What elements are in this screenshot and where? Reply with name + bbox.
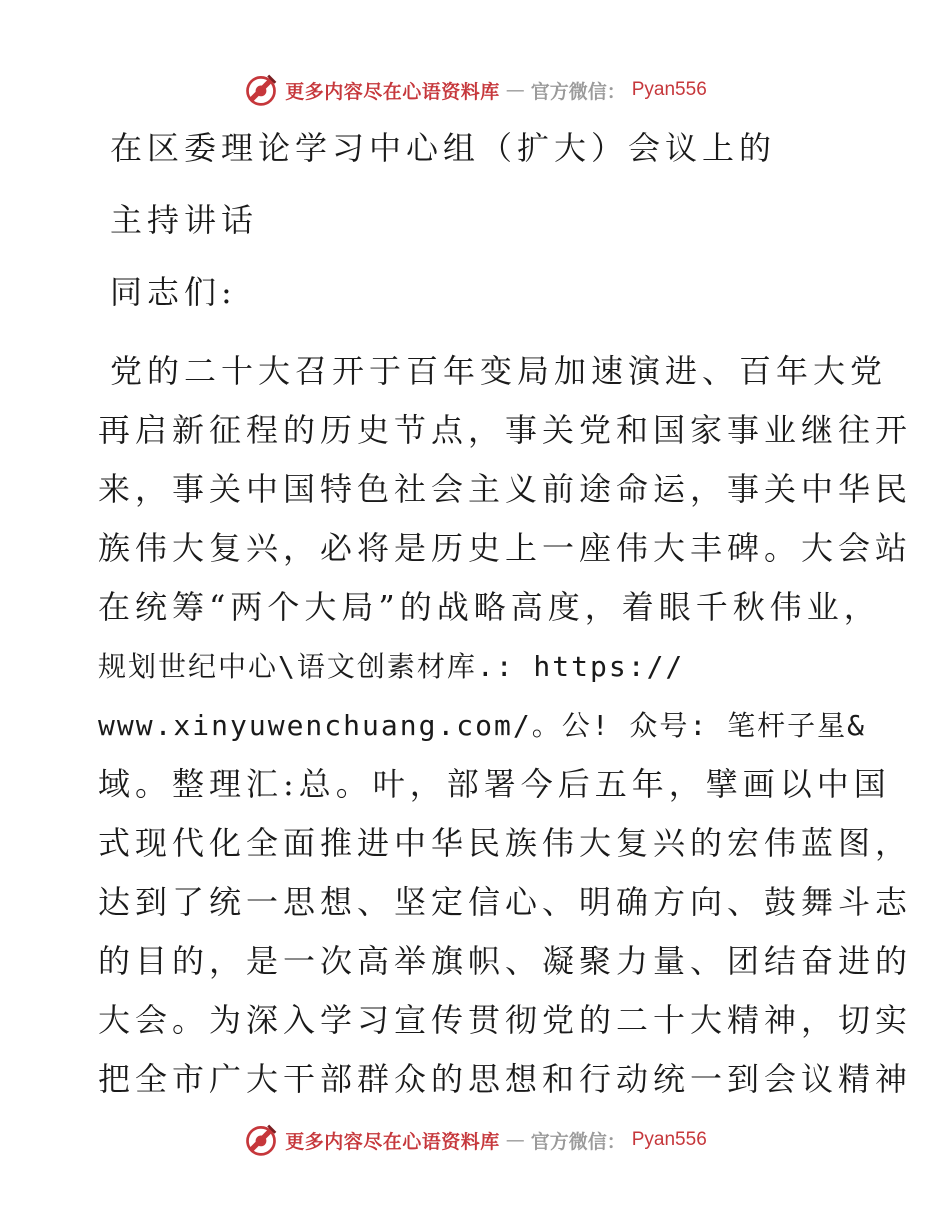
document-title-line-2: 主持讲话 (110, 201, 259, 239)
paragraph-line: 族伟大复兴，必将是历史上一座伟大丰碑。大会站 (98, 529, 913, 567)
banner-separator: — (505, 79, 525, 101)
footer-banner (0, 1118, 950, 1162)
paragraph-line: 的目的，是一次高举旗帜、凝聚力量、团结奋进的 (98, 942, 913, 980)
banner-main-text: 更多内容尽在心语资料库 (285, 80, 500, 103)
paragraph-line: 达到了统一思想、坚定信心、明确方向、鼓舞斗志 (98, 883, 913, 921)
paragraph-line: 域。整理汇:总。叶，部署今后五年，擘画以中国 (98, 765, 891, 803)
body-paragraph (98, 342, 913, 1109)
header-banner (0, 68, 950, 112)
banner-main-text: 更多内容尽在心语资料库 (285, 1130, 500, 1153)
paragraph-line: 式现代化全面推进中华民族伟大复兴的宏伟蓝图， (98, 824, 913, 862)
paragraph-line: 在统筹“两个大局”的战略高度，着眼千秋伟业， (98, 588, 881, 626)
banner-separator: — (505, 1129, 525, 1151)
banner-wechat-id: Pyan556 (631, 1129, 707, 1150)
salutation: 同志们: (110, 273, 237, 311)
banner-wechat-label: 官方微信： (530, 80, 626, 103)
pen-logo-icon (243, 1122, 279, 1158)
paragraph-line: 大会。为深入学习宣传贯彻党的二十大精神，切实 (98, 1001, 913, 1039)
paragraph-line: 再启新征程的历史节点，事关党和国家事业继往开 (98, 411, 913, 449)
pen-logo-icon (243, 72, 279, 108)
paragraph-line: 把全市广大干部群众的思想和行动统一到会议精神 (98, 1060, 913, 1098)
paragraph-line: 党的二十大召开于百年变局加速演进、百年大党 (110, 352, 888, 390)
paragraph-line: www.xinyuwenchuang.com/。公! 众号: 笔杆子星& (98, 709, 867, 742)
banner-wechat-id: Pyan556 (631, 79, 707, 100)
paragraph-line: 规划世纪中心\语文创素材库.: https:// (98, 650, 685, 683)
banner-wechat-label: 官方微信： (530, 1130, 626, 1153)
paragraph-line: 来，事关中国特色社会主义前途命运，事关中华民 (98, 470, 913, 508)
document-title-line-1: 在区委理论学习中心组（扩大）会议上的 (110, 129, 777, 167)
